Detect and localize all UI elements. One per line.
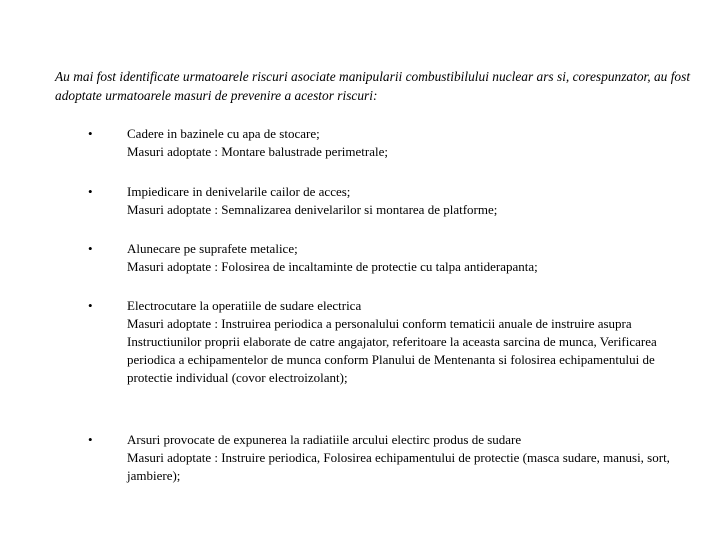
risk-text: Electrocutare la operatiile de sudare electrica [127,298,362,313]
risk-text: Cadere in bazinele cu apa de stocare; [127,126,320,141]
measure-text: Masuri adoptate : Folosirea de incaltaminte de protectie cu talpa antiderapanta; [127,259,538,274]
measure-text: Masuri adoptate : Instruire periodica, Folosirea echipamentului de protectie (masca sudare, manusi, sort, jambiere); [127,450,670,483]
risk-text: Impiedicare in denivelarile cailor de acces; [127,184,351,199]
risk-text: Arsuri provocate de expunerea la radiatiile arcului electirc produs de sudare [127,432,522,447]
list-item-text [127,431,677,485]
bullet-icon: • [88,126,93,141]
list-item-text [127,297,677,387]
bullet-icon: • [88,241,93,256]
bullet-icon: • [88,184,93,199]
measure-text: Masuri adoptate : Montare balustrade perimetrale; [127,144,388,159]
list-item-text [127,240,677,276]
bullet-icon: • [88,298,93,313]
risk-text: Alunecare pe suprafete metalice; [127,241,298,256]
intro-paragraph: Au mai fost identificate urmatoarele riscuri asociate manipularii combustibilului nuclear ars si, corespunzator, au fost adoptate urmatoarele masuri de prevenire a acestor riscuri: [55,69,691,103]
measure-text: Masuri adoptate : Semnalizarea denivelarilor si montarea de platforme; [127,202,498,217]
list-item-text [127,125,677,161]
bullet-icon: • [88,432,93,447]
measure-text: Masuri adoptate : Instruirea periodica a personalului conform tematicii anuale de instruire asupra Instructiunilor proprii elaborate de catre angajator, referitoare la aceasta sarcina de munca, Verificarea periodica a echipamentelor de munca conform Planului de Mentenanta si folosirea echipamentului de protectie individual (covor electroizolant); [127,316,657,385]
list-item-text [127,183,677,219]
